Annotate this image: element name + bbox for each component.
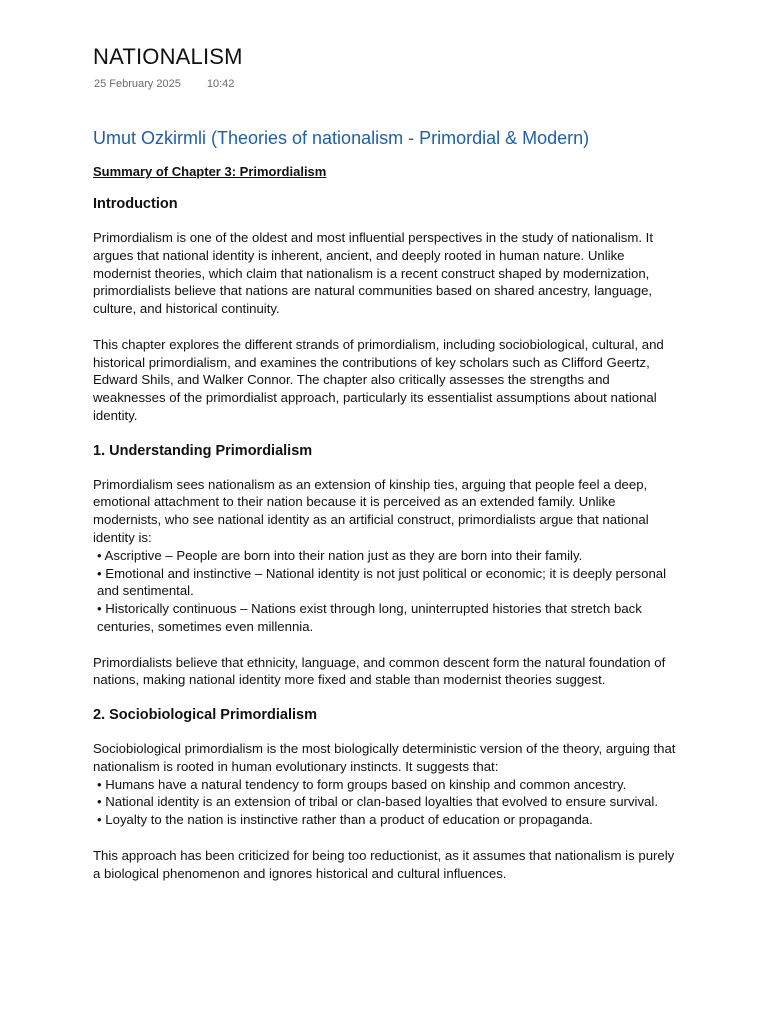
- note-time: 10:42: [206, 78, 235, 90]
- list-item: • Humans have a natural tendency to form groups based on kinship and common ancestry.: [97, 776, 627, 792]
- understanding-block: [93, 476, 685, 636]
- sociobiological-intro: Sociobiological primordialism is the most biologically deterministic version of the theory, arguing that nationalism is rooted in human evolutionary instincts. It suggests that:: [93, 740, 676, 774]
- section-heading-sociobiological: 2. Sociobiological Primordialism: [93, 706, 317, 723]
- list-item: • Emotional and instinctive – National identity is not just political or economic; it is deeply personal and sentimental.: [97, 565, 667, 599]
- section-heading-understanding: 1. Understanding Primordialism: [93, 442, 313, 459]
- understanding-paragraph-2: Primordialists believe that ethnicity, language, and common descent form the natural foundation of nations, making national identity more fixed and stable than modernist theories suggest.: [93, 654, 666, 688]
- understanding-intro: Primordialism sees nationalism as an extension of kinship ties, arguing that people feel a deep, emotional attachment to their nation because it is perceived as an extended family. Unlike modernists, who see national identity as an artificial construct, primordialists argue that national identity is:: [93, 476, 649, 545]
- list-item: • Loyalty to the nation is instinctive rather than a product of education or propaganda.: [97, 812, 593, 828]
- summary-title: Summary of Chapter 3: Primordialism: [93, 164, 327, 179]
- section-heading-introduction: Introduction: [93, 196, 178, 212]
- note-title: NATIONALISM: [93, 44, 243, 69]
- sociobiological-paragraph-2: This approach has been criticized for being too reductionist, as it assumes that nationalism is purely a biological phenomenon and ignores historical and cultural influences.: [93, 847, 675, 881]
- note-date: 25 February 2025: [94, 78, 181, 90]
- list-item: • National identity is an extension of tribal or clan-based loyalties that evolved to ensure survival.: [97, 794, 658, 810]
- note-content[interactable]: [93, 128, 685, 900]
- list-item: • Ascriptive – People are born into their nation just as they are born into their family.: [97, 547, 583, 563]
- document-heading: Umut Ozkirmli (Theories of nationalism - Primordial & Modern): [93, 128, 590, 148]
- sociobiological-block: [93, 740, 685, 829]
- list-item: • Historically continuous – Nations exist through long, uninterrupted histories that stretch back centuries, sometimes even millennia.: [97, 601, 642, 634]
- intro-paragraph-2: This chapter explores the different strands of primordialism, including sociobiological, cultural, and historical primordialism, and examines the contributions of key scholars such as Clifford Geertz, Edward Shils, and Walker Connor. The chapter also critically assesses the strengths and weaknesses of the primordialist approach, particularly its essentialist assumptions about national identity.: [93, 336, 664, 423]
- intro-paragraph-1: Primordialism is one of the oldest and most influential perspectives in the study of nationalism. It argues that national identity is inherent, ancient, and deeply rooted in human nature. Unlike modernist theories, which claim that nationalism is a recent construct shaped by modernization, primordialists believe that nations are natural communities based on shared ancestry, language, culture, and historical continuity.: [93, 230, 654, 317]
- note-meta: [94, 78, 234, 90]
